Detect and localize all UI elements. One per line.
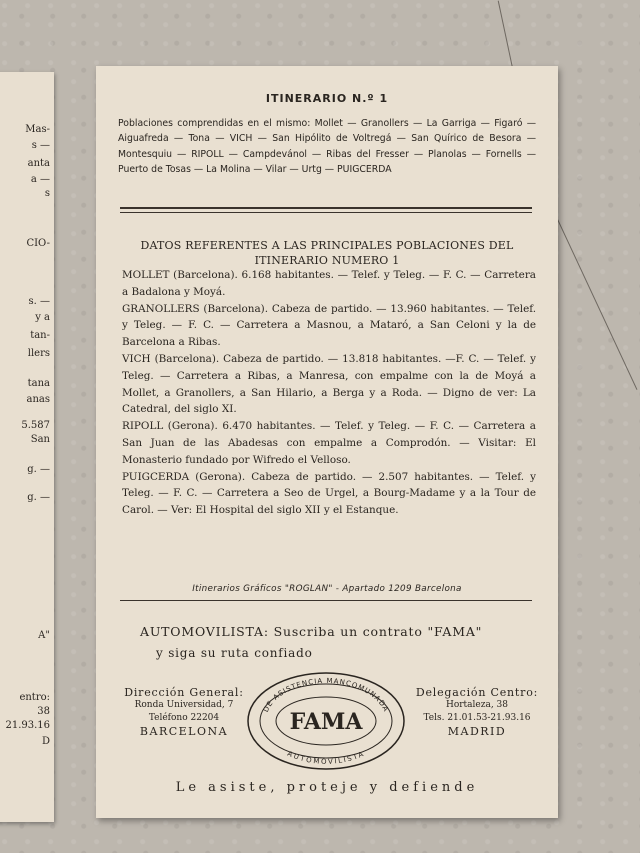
- adjacent-card: [0, 72, 54, 822]
- fragment-text: tana: [27, 378, 50, 389]
- automovilista-subline: y siga su ruta confiado: [156, 646, 313, 660]
- direccion-street: Ronda Universidad, 7: [134, 700, 234, 710]
- fragment-text: 21.93.16: [5, 720, 50, 731]
- logo-name: FAMA: [289, 709, 363, 735]
- delegacion-street: Hortaleza, 38: [445, 700, 509, 710]
- poblaciones-list: Poblaciones comprendidas en el mismo: Mollet — Granollers — La Garriga — Figaró — Aiguafreda — Tona — VICH — San Hipólito de Voltregá — San Quírico de Besora — Montesquiu — RIPOLL — Campdevánol — Ribas del Fresser — Planolas — Fornells — Puerto de Tosas — La Molina — Vilar — Urtg — PUIGCERDA: [118, 118, 536, 175]
- town-entry: MOLLET (Barcelona). 6.168 habitantes. — Telef. y Teleg. — F. C. — Carretera a Badalona y Moyá.: [122, 269, 536, 298]
- fragment-text: anta: [27, 158, 50, 169]
- fragment-text: San: [30, 434, 50, 445]
- fama-logo: [246, 671, 406, 771]
- fragment-text: entro:: [19, 692, 50, 703]
- fragment-text: s. —: [28, 296, 50, 307]
- card-title: ITINERARIO N.º 1: [265, 92, 389, 105]
- direccion-city: BARCELONA: [139, 725, 229, 738]
- fragment-text: tan-: [30, 330, 50, 341]
- fragment-text: g. —: [27, 492, 50, 503]
- fragment-text: y a: [35, 312, 50, 323]
- direccion-label: Dirección General:: [124, 686, 244, 699]
- direccion-phone: Teléfono 22204: [148, 713, 220, 723]
- fragment-text: g. —: [27, 464, 50, 475]
- datos-heading: DATOS REFERENTES A LAS PRINCIPALES POBLACIONES DEL ITINERARIO NUMERO 1: [140, 239, 514, 267]
- delegacion-phone: Tels. 21.01.53-21.93.16: [423, 713, 531, 723]
- fragment-text: D: [41, 736, 50, 747]
- fragment-text: llers: [27, 348, 50, 359]
- town-entry: GRANOLLERS (Barcelona). Cabeza de partido. — 13.960 habitantes. — Telef. y Teleg. — F. C. — Carretera a Masnou, a Mataró, a San Celoni y la de Barcelona a Ribas.: [122, 302, 536, 349]
- logo-ring-bottom: AUTOMOVILISTA: [286, 749, 366, 766]
- fragment-text: s: [44, 188, 50, 199]
- slogan: Le asiste, proteje y defiende: [175, 780, 479, 795]
- fragment-text: s —: [31, 140, 50, 151]
- town-entry: VICH (Barcelona). Cabeza de partido. — 13.818 habitantes. —F. C. — Telef. y Teleg. — Carretera a Ribas, a Manresa, con empalme con la de Moyá a Mollet, a Granollers, a San Hilario, a Berga y a Roda. — Digno de ver: La Catedral, del siglo XI.: [122, 352, 536, 416]
- fragment-text: 5.587: [21, 420, 50, 431]
- delegacion-centro: [414, 686, 540, 738]
- publisher-credit: Itinerarios Gráficos "ROGLAN" - Apartado 1209 Barcelona: [192, 584, 462, 594]
- town-entries: [122, 267, 536, 519]
- fragment-text: a —: [30, 174, 50, 185]
- divider: [120, 600, 532, 601]
- fragment-text: CIO-: [26, 238, 50, 249]
- town-entry: PUIGCERDA (Gerona). Cabeza de partido. — 2.507 habitantes. — Telef. y Teleg. — F. C. — Carretera a Seo de Urgel, a Bourg-Madame y a la Tour de Carol. — Ver: El Hospital del siglo XII y el Estanque.: [122, 470, 536, 517]
- fragment-text: Mas-: [25, 124, 50, 135]
- delegacion-city: MADRID: [447, 725, 507, 738]
- direccion-general: [124, 686, 244, 738]
- divider: [120, 207, 532, 209]
- itinerary-card: [96, 66, 558, 818]
- automovilista-line: AUTOMOVILISTA: Suscriba un contrato "FAMA": [140, 624, 483, 639]
- fragment-text: A": [38, 630, 50, 641]
- fragment-text: anas: [26, 394, 50, 405]
- town-entry: RIPOLL (Gerona). 6.470 habitantes. — Telef. y Teleg. — F. C. — Carretera a San Juan de las Abadesas con empalme a Comprodón. — Visitar: El Monasterio fundado por Wifredo el Velloso.: [122, 420, 536, 466]
- delegacion-label: Delegación Centro:: [415, 686, 539, 699]
- divider: [120, 212, 532, 213]
- logo-ring-top: DE ASISTENCIA MANCOMUNADA: [261, 676, 391, 714]
- floor-crack: [498, 1, 514, 70]
- fragment-text: 38: [37, 706, 50, 717]
